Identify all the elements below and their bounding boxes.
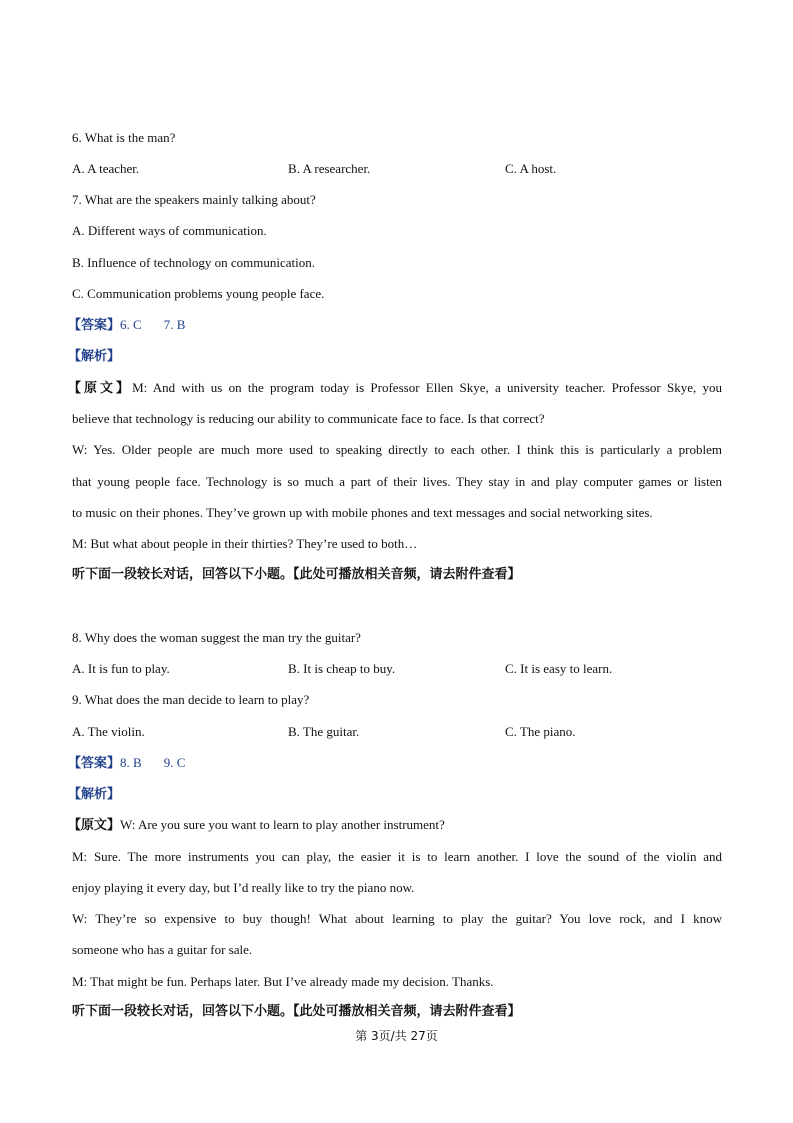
- analysis-label: 【解析】: [68, 349, 121, 364]
- q9-option-c: C. The piano.: [505, 724, 576, 739]
- transcript-label: 【原文】: [68, 818, 121, 833]
- transcript-1-line-3: W: Yes. Older people are much more used to speaking directly to each other. I think this is particularly a problem: [72, 442, 722, 457]
- analysis-label-2: [68, 786, 120, 803]
- transcript-2-line-6: M: That might be fun. Perhaps later. But I’ve already made my decision. Thanks.: [72, 974, 494, 989]
- answer-row-1: [68, 317, 185, 334]
- answer-7: 7. B: [163, 317, 186, 332]
- transcript-label: 【原文】: [68, 381, 133, 396]
- transcript-1-line-1: [68, 380, 722, 397]
- transcript-text: W: Are you sure you want to learn to play another instrument?: [120, 817, 445, 832]
- transcript-text: M: And with us on the program today is Professor Ellen Skye, a university teacher. Professor Skye, you: [132, 380, 722, 395]
- q8-option-b: B. It is cheap to buy.: [288, 661, 396, 676]
- section-note-2: 听下面一段较长对话，回答以下小题。【此处可播放相关音频，请去附件查看】: [72, 1004, 521, 1019]
- transcript-2-line-3: enjoy playing it every day, but I’d really like to try the piano now.: [72, 880, 415, 895]
- analysis-label-1: [68, 348, 120, 365]
- section-note-1: 听下面一段较长对话，回答以下小题。【此处可播放相关音频，请去附件查看】: [72, 567, 521, 582]
- q9-option-b: B. The guitar.: [288, 724, 360, 739]
- answer-9: 9. C: [163, 755, 186, 770]
- q9-option-a: A. The violin.: [72, 724, 145, 739]
- q6-option-a: A. A teacher.: [72, 161, 140, 176]
- answer-row-2: [68, 755, 185, 772]
- transcript-1-line-5: to music on their phones. They’ve grown up with mobile phones and text messages and social networking sites.: [72, 505, 653, 520]
- transcript-2-line-2: M: Sure. The more instruments you can play, the easier it is to learn another. I love the sound of the violin and: [72, 849, 722, 864]
- transcript-1-line-6: M: But what about people in their thirties? They’re used to both…: [72, 536, 418, 551]
- page-footer: 第 3页/共 27页: [355, 1029, 438, 1043]
- answer-6: 6. C: [120, 317, 142, 332]
- transcript-1-line-4: that young people face. Technology is so much a part of their lives. They stay in and play computer games or listen: [72, 474, 722, 489]
- q8-option-c: C. It is easy to learn.: [505, 661, 613, 676]
- transcript-2-line-5: someone who has a guitar for sale.: [72, 942, 253, 957]
- analysis-label: 【解析】: [68, 787, 121, 802]
- question-8: 8. Why does the woman suggest the man try the guitar?: [72, 630, 361, 645]
- answer-label: 【答案】: [68, 756, 121, 771]
- q8-option-a: A. It is fun to play.: [72, 661, 170, 676]
- question-9: 9. What does the man decide to learn to play?: [72, 692, 310, 707]
- transcript-2-line-1: [68, 817, 445, 834]
- q6-option-b: B. A researcher.: [288, 161, 371, 176]
- transcript-1-line-2: believe that technology is reducing our ability to communicate face to face. Is that correct?: [72, 411, 545, 426]
- question-7: 7. What are the speakers mainly talking about?: [72, 192, 316, 207]
- answer-8: 8. B: [120, 755, 142, 770]
- answer-label: 【答案】: [68, 318, 121, 333]
- q7-option-a: A. Different ways of communication.: [72, 223, 267, 238]
- q7-option-b: B. Influence of technology on communication.: [72, 255, 315, 270]
- q6-option-c: C. A host.: [505, 161, 557, 176]
- question-6: 6. What is the man?: [72, 130, 176, 145]
- q7-option-c: C. Communication problems young people face.: [72, 286, 325, 301]
- transcript-2-line-4: W: They’re so expensive to buy though! What about learning to play the guitar? You love rock, and I know: [72, 911, 722, 926]
